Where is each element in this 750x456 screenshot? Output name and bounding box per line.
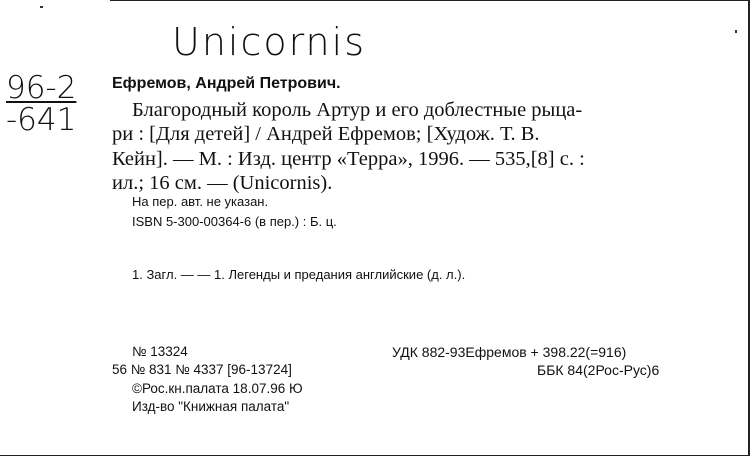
publisher-line: Изд-во "Книжная палата": [132, 399, 290, 414]
bbk-code: ББК 84(2Рос-Рус)6: [537, 362, 660, 378]
title-line: Благородный король Артур и его доблестные рыца-: [132, 99, 583, 121]
record-number: № 13324: [132, 344, 188, 359]
book-chamber-stamp: ©Рос.кн.палата 18.07.96 Ю: [132, 381, 303, 396]
description-line-1: ри : [Для детей] / Андрей Ефремов; [Худож. Т. В.: [112, 123, 540, 145]
udc-code: УДК 882-93Ефремов + 398.22(=916): [392, 344, 627, 360]
handwritten-shelf-mark-suffix: -641: [6, 102, 77, 138]
handwritten-series-name: Unicornis: [172, 20, 366, 64]
card-top-edge: [110, 0, 750, 1]
scan-speck: [735, 30, 737, 33]
scan-speck: [40, 6, 43, 8]
description-line-2: Кейн]. — М. : Изд. центр «Терра», 1996. — 535,[8] с. :: [112, 148, 585, 170]
tracings-line: 1. Загл. — — 1. Легенды и предания английские (д. л.).: [132, 267, 466, 282]
isbn-line: ISBN 5-300-00364-6 (в пер.) : Б. ц.: [132, 214, 337, 229]
description-line-3: ил.; 16 см. — (Unicornis).: [112, 172, 333, 194]
handwritten-shelf-mark: 96-2: [6, 70, 77, 106]
author-note: На пер. авт. не указан.: [132, 194, 269, 209]
order-number: 56 № 831 № 4337 [96-13724]: [112, 362, 292, 377]
author-heading: Ефремов, Андрей Петрович.: [112, 75, 341, 92]
